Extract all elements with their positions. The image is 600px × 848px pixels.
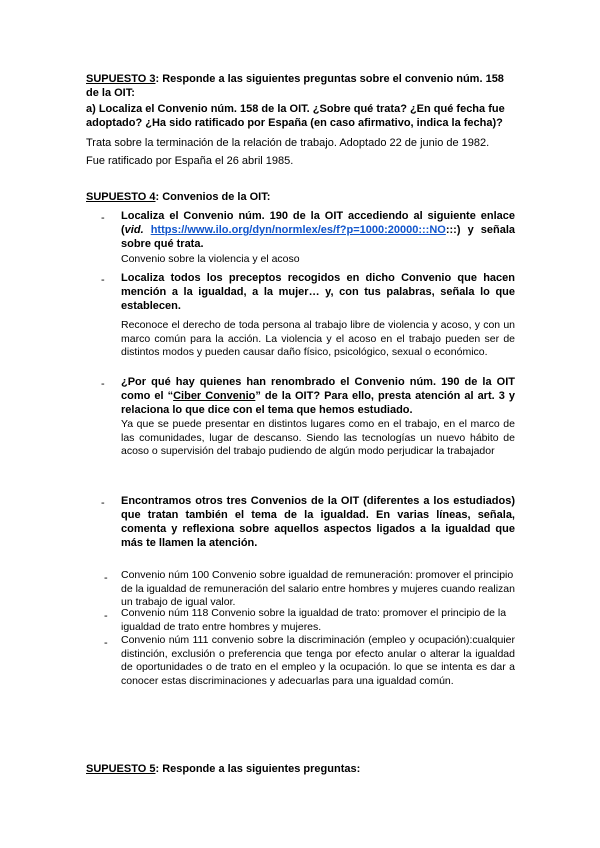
bullet-q4: - [101, 497, 105, 509]
bullet-c111: - [104, 637, 108, 649]
ciber-convenio-link[interactable]: Ciber Convenio [173, 390, 256, 402]
s4-question-4: Encontramos otros tres Convenios de la OIT (diferentes a los estudiados) que tratan también el tema de la igualdad. En varias líneas, señala, comenta y reflexiona sobre aquellos aspectos ligados a la igualdad que más te llamen la atención. [121, 495, 515, 549]
s5-label: SUPUESTO 5 [86, 763, 156, 775]
ilo-normlex-link[interactable]: https://www.ilo.org/dyn/normlex/es/f?p=1000:20000:::NO [150, 224, 446, 236]
bullet-c100: - [104, 572, 108, 584]
s4-q3-text-a: ¿Por qué hay quienes han renombrado el Convenio núm. 190 de la OIT como el “ [121, 376, 515, 402]
s4-answer-3: Ya que se puede presentar en distintos lugares como en el trabajo, en el marco de las comunidades, lugar de descanso. Siendo las tecnologías un nuevo hábito de acoso o supervisión del trabajo pudiendo de algún modo perjudicar la trabajador [121, 418, 515, 457]
s3-answer-2: Fue ratificado por España el 26 abril 1985. [86, 155, 294, 167]
s3-heading [86, 72, 516, 100]
s4-q1-text-a: Localiza el Convenio núm. 190 de la OIT accediendo al siguiente enlace ( [121, 210, 515, 236]
s3-title: : Responde a las siguientes preguntas sobre el convenio núm. 158 de la OIT: [86, 73, 504, 99]
s4-answer-1: Convenio sobre la violencia y el acoso [121, 253, 300, 265]
bullet-q3: - [101, 378, 105, 390]
s3-answer-1: Trata sobre la terminación de la relación de trabajo. Adoptado 22 de junio de 1982. [86, 137, 490, 149]
s5-heading [86, 762, 516, 776]
s4-question-3 [121, 375, 515, 417]
s3-question: a) Localiza el Convenio núm. 158 de la OIT. ¿Sobre qué trata? ¿En qué fecha fue adoptado? ¿Ha sido ratificado por España (en caso afirmativo, indica la fecha)? [86, 103, 505, 129]
convenio-111: Convenio núm 111 convenio sobre la discriminación (empleo y ocupación):cualquier distinción, exclusión o preferencia que tenga por efecto anular o alterar la igualdad de oportunidades o de trato en el empleo y la ocupación. lo que se intenta es dar a conocer estas discriminaciones y adecuarlas para una igualdad común. [121, 634, 515, 687]
s4-question-1 [121, 209, 515, 251]
s3-label: SUPUESTO 3 [86, 73, 156, 85]
bullet-q1: - [101, 212, 105, 224]
s4-heading [86, 190, 516, 204]
s4-label: SUPUESTO 4 [86, 191, 156, 203]
convenio-118: Convenio núm 118 Convenio sobre la igualdad de trato: promover el principio de la igualdad de trato entre hombres y mujeres. [121, 607, 507, 633]
s4-q1-text-b: :::) y señala sobre qué trata. [121, 224, 515, 250]
s4-answer-2: Reconoce el derecho de toda persona al trabajo libre de violencia y acoso, y con un marco común para la acción. La violencia y el acoso en el trabajo pueden ser de distintos modos y pueden causar daño físico, psicológico, sexual o económico. [121, 319, 515, 358]
bullet-q2: - [101, 274, 105, 286]
s4-title: : Convenios de la OIT: [155, 191, 271, 203]
s4-question-2: Localiza todos los preceptos recogidos en dicho Convenio que hacen mención a la igualdad, a la mujer… y, con tus palabras, señala lo que establecen. [121, 272, 515, 312]
s4-q3-text-b: ” de la OIT? Para ello, presta atención al art. 3 y relaciona lo que dice con el tema que hemos estudiado. [121, 390, 516, 416]
s4-q1-vid: vid. [124, 224, 144, 236]
bullet-c118: - [104, 610, 108, 622]
convenio-100: Convenio núm 100 Convenio sobre igualdad de remuneración: promover el principio de la igualdad de remuneración del salario entre hombres y mujeres cuando realizan un trabajo de igual valor. [121, 569, 515, 608]
s5-title: : Responde a las siguientes preguntas: [155, 763, 361, 775]
